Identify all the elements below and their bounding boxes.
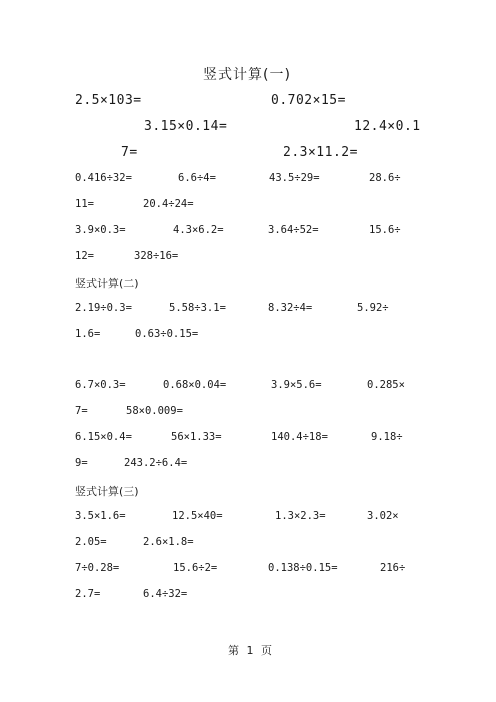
problem: 12= <box>75 250 94 262</box>
problem: 328÷16= <box>134 250 179 262</box>
problem: 0.416÷32= <box>75 172 132 184</box>
problem: 0.702×15= <box>271 93 346 108</box>
problem: 3.02× <box>367 510 399 522</box>
problem: 6.4÷32= <box>143 588 188 600</box>
problem: 8.32÷4= <box>268 302 313 314</box>
section-heading-3: 竖式计算(三) <box>75 485 139 498</box>
problem: 5.58÷3.1= <box>169 302 226 314</box>
problem: 2.6×1.8= <box>143 536 194 548</box>
problem: 3.15×0.14= <box>144 119 228 134</box>
problem: 5.92÷ <box>357 302 389 314</box>
problem: 2.7= <box>75 588 101 600</box>
problem: 1.6= <box>75 328 101 340</box>
problem: 9= <box>75 457 88 469</box>
problem: 12.5×40= <box>172 510 223 522</box>
page-number: 第 1 页 <box>228 644 274 657</box>
problem: 0.138÷0.15= <box>268 562 338 574</box>
problem: 6.6÷4= <box>178 172 216 184</box>
problem: 3.9×5.6= <box>271 379 322 391</box>
problem: 2.3×11.2= <box>283 145 358 160</box>
problem: 0.285× <box>367 379 405 391</box>
problem: 7= <box>121 145 138 160</box>
problem: 1.3×2.3= <box>275 510 326 522</box>
problem: 3.64÷52= <box>268 224 319 236</box>
problem: 7= <box>75 405 88 417</box>
problem: 3.9×0.3= <box>75 224 126 236</box>
problem: 56×1.33= <box>171 431 222 443</box>
problem: 0.68×0.04= <box>163 379 227 391</box>
problem: 6.15×0.4= <box>75 431 132 443</box>
problem: 2.19÷0.3= <box>75 302 132 314</box>
problem: 28.6÷ <box>369 172 401 184</box>
problem: 58×0.009= <box>126 405 183 417</box>
problem: 2.5×103= <box>75 93 142 108</box>
problem: 216÷ <box>380 562 406 574</box>
problem: 11= <box>75 198 94 210</box>
problem: 6.7×0.3= <box>75 379 126 391</box>
problem: 2.05= <box>75 536 107 548</box>
problem: 0.63÷0.15= <box>135 328 199 340</box>
problem: 3.5×1.6= <box>75 510 126 522</box>
problem: 15.6÷2= <box>173 562 218 574</box>
problem: 9.18÷ <box>371 431 403 443</box>
problem: 4.3×6.2= <box>173 224 224 236</box>
page-title: 竖式计算(一) <box>203 67 291 83</box>
problem: 43.5÷29= <box>269 172 320 184</box>
problem: 15.6÷ <box>369 224 401 236</box>
problem: 7÷0.28= <box>75 562 120 574</box>
problem: 12.4×0.1 <box>354 119 421 134</box>
problem: 20.4÷24= <box>143 198 194 210</box>
section-heading-2: 竖式计算(二) <box>75 277 139 290</box>
problem: 243.2÷6.4= <box>124 457 188 469</box>
problem: 140.4÷18= <box>271 431 328 443</box>
